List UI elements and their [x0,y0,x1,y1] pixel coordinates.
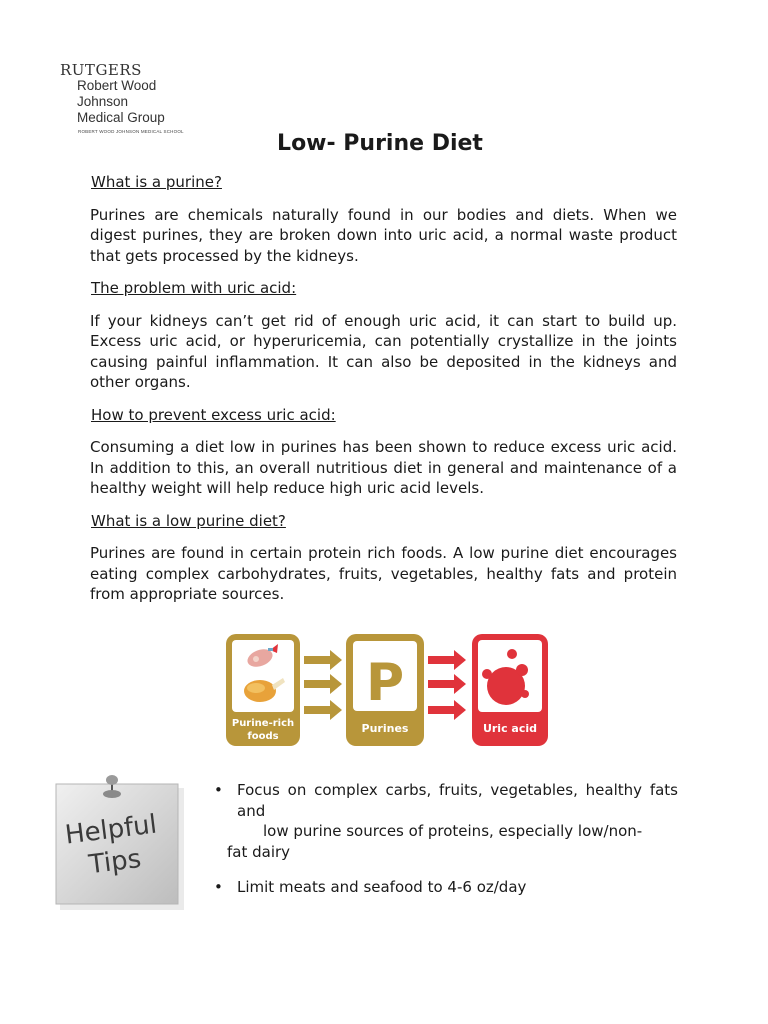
purine-diagram [222,628,552,753]
note-line2: Tips [87,843,143,881]
bullet: • [214,781,223,799]
section-body-prevent: Consuming a diet low in purines has been shown to reduce excess uric acid. In addition to this, an overall nutritious diet in general and maintenance of a healthy weight will help reduce high uric acid levels. [90,438,677,497]
uric-acid-card [472,634,548,746]
tip-item-complex-carbs [214,780,678,862]
section-body-low-purine: Purines are found in certain protein rich foods. A low purine diet encourages eating complex carbohydrates, fruits, vegetables, healthy fats and protein from appropriate sources. [90,544,677,603]
logo-rwj: Robert Wood Johnson [77,78,157,109]
purines-card [346,634,424,746]
note-line1: Helpful [63,809,159,851]
food-label-line1: Purine-rich [231,718,295,729]
logo-medical-group: Medical Group [77,110,165,125]
section-heading-low-purine: What is a low purine diet? [91,511,286,530]
bullet: • [214,878,223,896]
section-body-problem: If your kidneys can’t get rid of enough uric acid, it can start to build up. Excess uric acid, or hyperuricemia, can potentially crystallize in the joints causing painful inflammation. It can also be deposited in the kidneys and other organs. [90,311,677,391]
tips-list-container [214,780,678,913]
section-heading-prevent: How to prevent excess uric acid: [91,405,336,424]
page-title: Low- Purine Diet [277,131,483,156]
section-body-what-is-purine: Purines are chemicals naturally found in our bodies and diets. When we digest purines, they are broken down into uric acid, a normal waste product that gets processed by the kidneys. [90,205,677,265]
tips-list [214,780,678,898]
tip-item-text: Limit meats and seafood to 4-6 oz/day [237,878,527,896]
tip-item-text-cont: fat dairy [227,842,291,861]
rutgers-logo [60,61,210,134]
tip-item-limit-meats [214,877,678,898]
section-heading-problem: The problem with uric acid: [91,279,297,297]
tip-item-text-cont: low purine sources of proteins, especially low/non- [263,822,643,840]
purine-letter: P [365,653,405,713]
arrows-to-purines [304,650,342,720]
logo-rutgers: RUTGERS [60,61,142,79]
helpful-tips-note [50,772,190,912]
purines-label: Purines [361,722,409,735]
logo-school: ROBERT WOOD JOHNSON MEDICAL SCHOOL [78,129,184,134]
article-body [90,172,677,617]
tip-item-text: Focus on complex carbs, fruits, vegetables, healthy fats and [237,781,678,820]
purine-rich-foods-card [226,634,300,746]
section-heading-what-is-purine: What is a purine? [91,173,222,191]
uric-acid-label: Uric acid [482,722,538,735]
arrows-to-uric-acid [428,650,466,720]
food-label-line2: foods [247,731,279,742]
